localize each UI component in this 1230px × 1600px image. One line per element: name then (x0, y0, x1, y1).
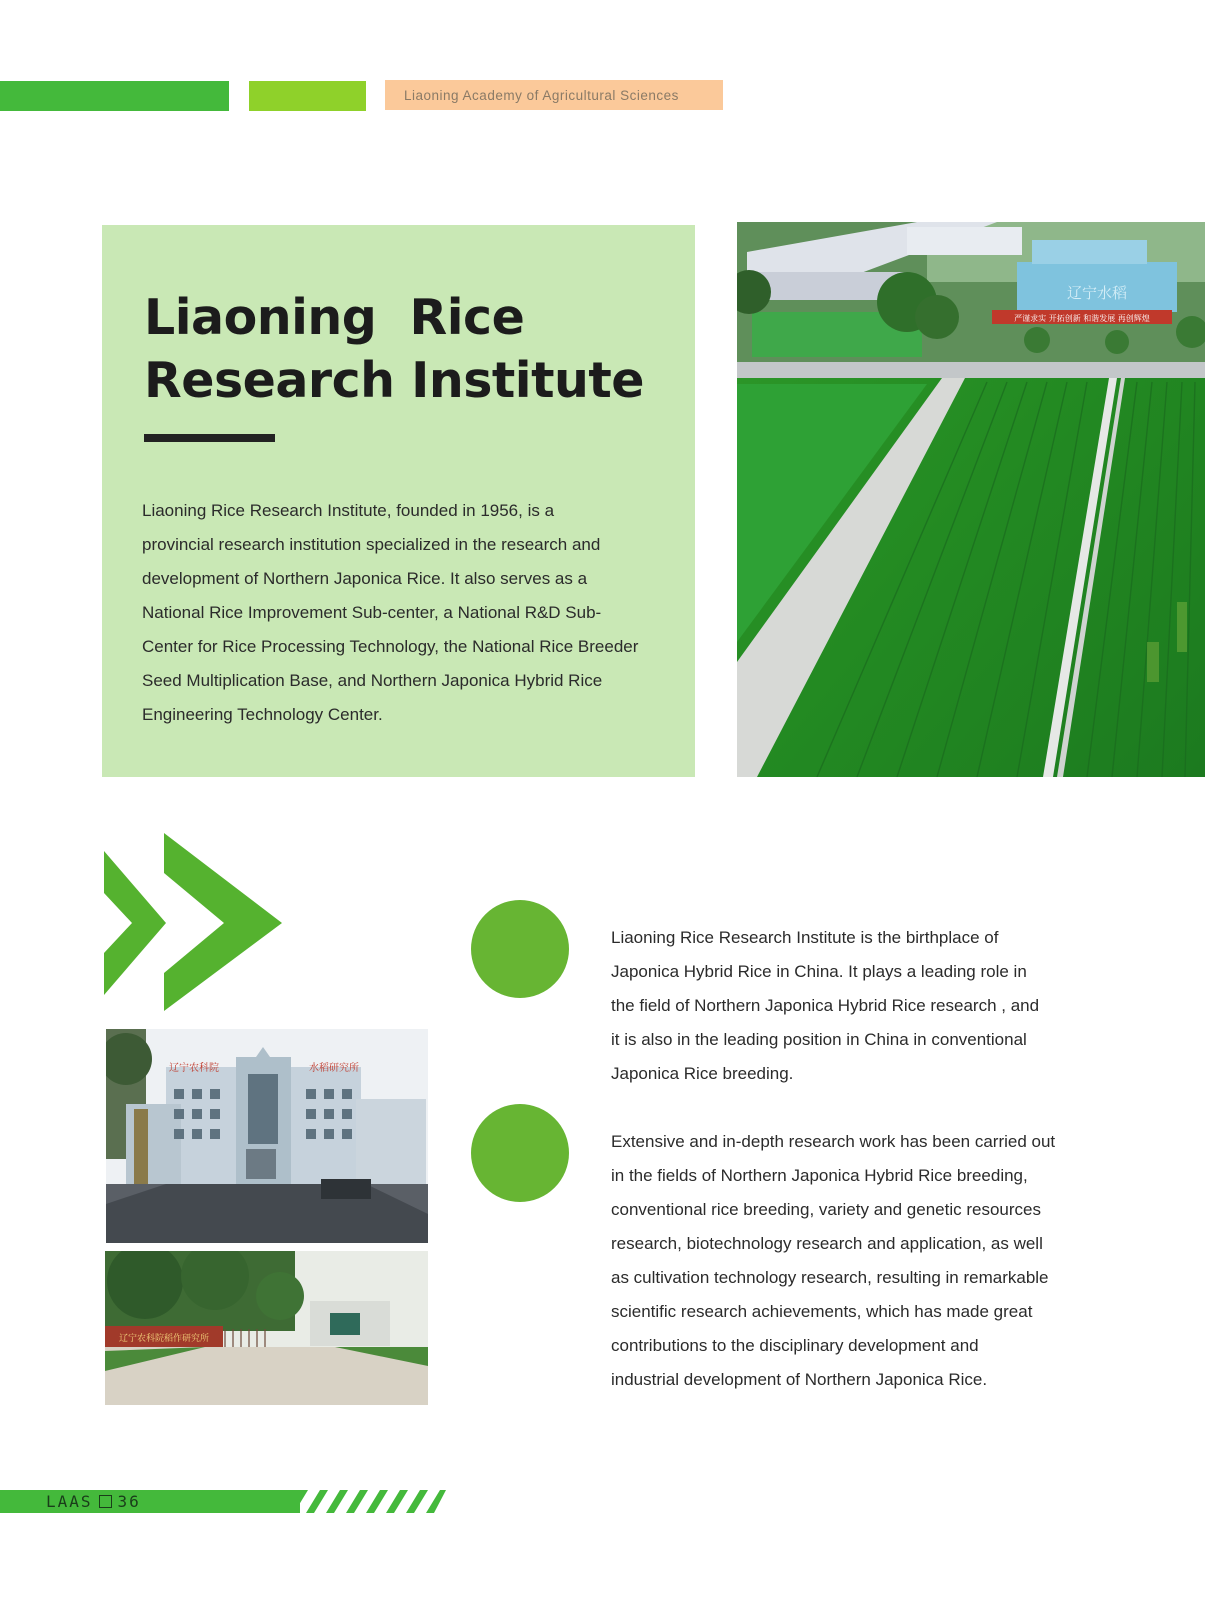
bullet-dot (471, 900, 569, 998)
header-bar-lime (249, 81, 366, 111)
paragraph-line: in the fields of Northern Japonica Hybrid Rice breeding, (611, 1166, 1028, 1185)
bullet-dot (471, 1104, 569, 1202)
paragraph-line: as cultivation technology research, resulting in remarkable (611, 1268, 1049, 1287)
footer-square-icon (99, 1495, 112, 1508)
header-bar-green (0, 81, 229, 111)
paragraph-line: Liaoning Rice Research Institute is the birthplace of (611, 928, 999, 947)
title-line-2: Research Institute (144, 352, 645, 409)
intro-line: provincial research institution specialized in the research and (142, 535, 601, 554)
institute-gate-photo (105, 1251, 428, 1405)
footer-label (46, 1490, 141, 1513)
paragraph-line: scientific research achievements, which has made great (611, 1302, 1033, 1321)
institute-building-photo (106, 1029, 428, 1243)
title-line-1: Liaoning Rice (144, 289, 525, 346)
paragraph-line: contributions to the disciplinary development and (611, 1336, 979, 1355)
research-paragraph (611, 1125, 1091, 1397)
header-tag: Liaoning Academy of Agricultural Sciences (385, 80, 723, 110)
paragraph-line: Japonica Hybrid Rice in China. It plays a leading role in (611, 962, 1027, 981)
paragraph-line: conventional rice breeding, variety and genetic resources (611, 1200, 1041, 1219)
gate-sign: 辽宁农科院稻作研究所 (118, 1334, 210, 1344)
page-number: 36 (117, 1492, 141, 1511)
intro-line: Engineering Technology Center. (142, 705, 383, 724)
intro-line: Seed Multiplication Base, and Northern Japonica Hybrid Rice (142, 671, 603, 690)
title-underline (144, 434, 275, 442)
intro-line: development of Northern Japonica Rice. It also serves as a (142, 569, 588, 588)
birthplace-paragraph (611, 921, 1081, 1091)
paragraph-line: the field of Northern Japonica Hybrid Rice research , and (611, 996, 1040, 1015)
building-sign-right: 水稻研究所 (309, 1063, 359, 1074)
page-title (144, 286, 664, 412)
paragraph-line: Extensive and in-depth research work has been carried out (611, 1132, 1056, 1151)
paragraph-line: research, biotechnology research and application, as well (611, 1234, 1043, 1253)
footer-brand: LAAS (46, 1492, 93, 1511)
aerial-roof-sign: 辽宁水稻 (1066, 284, 1128, 302)
footer-bar (0, 1490, 300, 1513)
paragraph-line: Japonica Rice breeding. (611, 1064, 794, 1083)
building-sign-left: 辽宁农科院 (169, 1063, 219, 1074)
intro-paragraph (142, 494, 672, 732)
aerial-rice-field-photo (737, 222, 1205, 777)
paragraph-line: industrial development of Northern Japonica Rice. (611, 1370, 988, 1389)
intro-line: Center for Rice Processing Technology, the National Rice Breeder (142, 637, 639, 656)
footer-stripes (286, 1490, 446, 1513)
intro-line: Liaoning Rice Research Institute, founded in 1956, is a (142, 501, 555, 520)
intro-line: National Rice Improvement Sub-center, a National R&D Sub- (142, 603, 602, 622)
double-chevron-icon (104, 833, 284, 1011)
paragraph-line: it is also in the leading position in China in conventional (611, 1030, 1027, 1049)
aerial-banner: 严谨求实 开拓创新 和谐发展 再创辉煌 (1014, 314, 1150, 323)
